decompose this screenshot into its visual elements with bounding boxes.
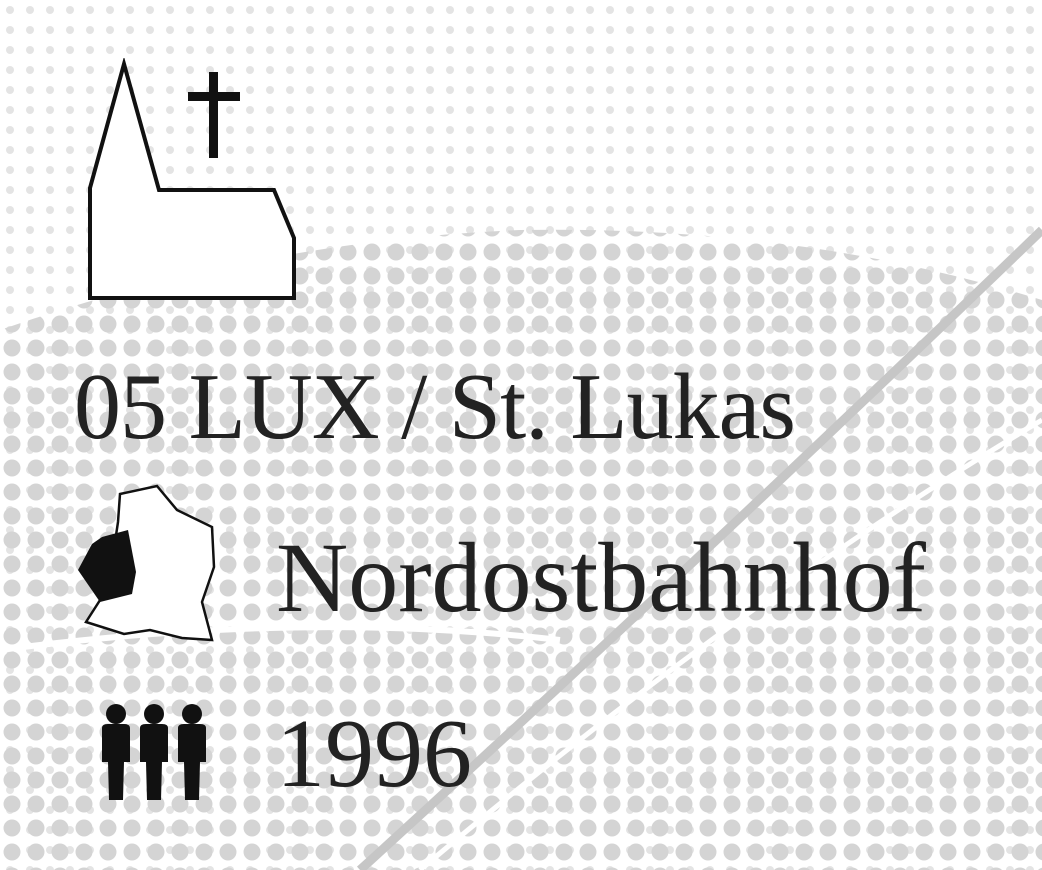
district-label: Nordostbahnhof [276,522,926,633]
church-icon [84,58,304,308]
people-icon [98,702,214,802]
district-map-icon [72,482,222,647]
page-title: 05 LUX / St. Lukas [74,355,795,459]
year-label: 1996 [276,700,472,808]
